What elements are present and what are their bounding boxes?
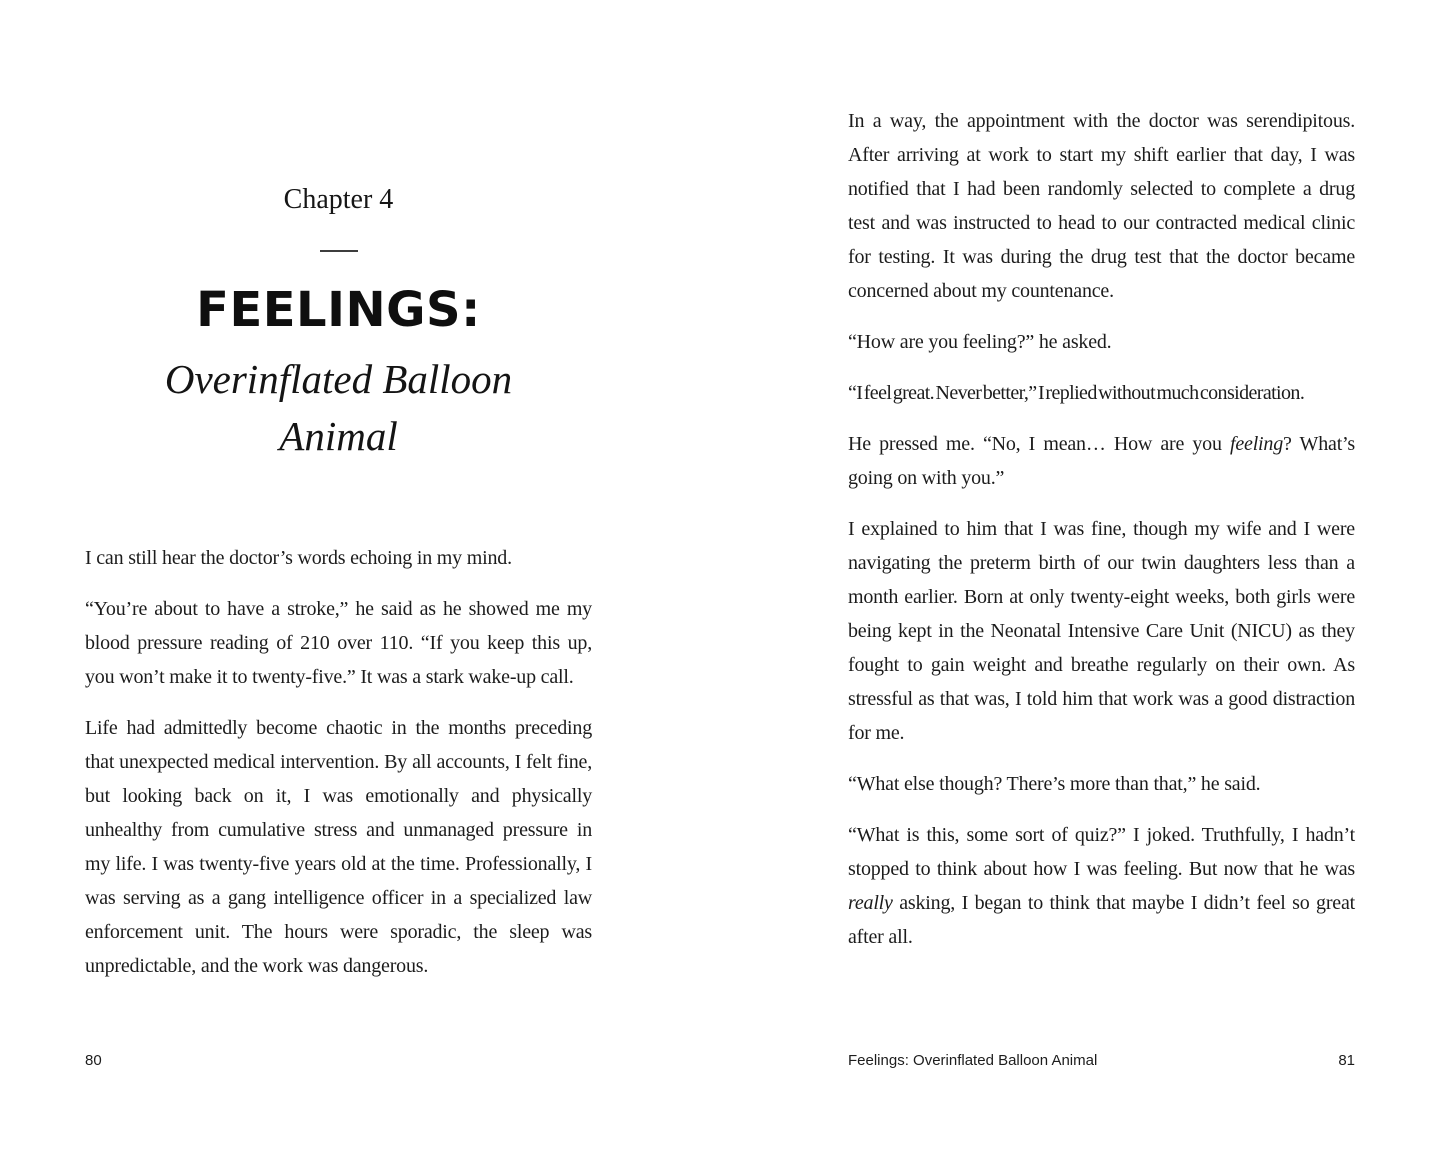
right-page-body (848, 104, 1355, 971)
paragraph (85, 711, 592, 983)
paragraph (848, 427, 1355, 495)
paragraph (85, 592, 592, 694)
text-run: “What is this, some sort of quiz?” I joked. Truthfully, I hadn’t stopped to think about how I was feeling. But now that he was (848, 824, 1355, 880)
italic-text-run: feeling (1229, 433, 1284, 455)
text-run: “What else though? There’s more than that,” he said. (848, 773, 1261, 795)
paragraph (848, 767, 1355, 801)
text-run: Life had admittedly become chaotic in the months preceding that unexpected medical intervention. By all accounts, I felt fine, but looking back on it, I was emotionally and physically unhealthy from cumulative stress and unmanaged pressure in my life. I was twenty-five years old at the time. Professionally, I was serving as a gang intelligence officer in a specialized law enforcement unit. The hours were sporadic, the sleep was unpredictable, and the work was dangerous. (85, 717, 592, 977)
paragraph (848, 325, 1355, 359)
page-number-right: 81 (1338, 1052, 1355, 1069)
chapter-subtitle (85, 351, 592, 465)
paragraph (85, 541, 592, 575)
paragraph (848, 818, 1355, 954)
text-run: “I feel great. Never better,” I replied without much consideration. (848, 382, 1305, 404)
text-run: “How are you feeling?” he asked. (848, 331, 1112, 353)
text-run: I can still hear the doctor’s words echoing in my mind. (85, 547, 512, 569)
right-page (848, 0, 1355, 1152)
italic-text-run: really (848, 892, 893, 914)
text-run: ? What’s going on with you.” (848, 433, 1355, 489)
text-run: I explained to him that I was fine, though my wife and I were navigating the preterm birth of our twin daughters less than a month earlier. Born at only twenty-eight weeks, both girls were being kept in the Neonatal Intensive Care Unit (NICU) as they fought to gain weight and breathe regularly on their own. As stressful as that was, I told him that work was a good distraction for me. (848, 518, 1355, 744)
paragraph (848, 376, 1355, 410)
chapter-label: Chapter 4 (283, 184, 394, 215)
right-page-footer (848, 1052, 1355, 1069)
text-run: asking, I began to think that maybe I didn’t feel so great after all. (848, 892, 1355, 948)
running-footer-title: Feelings: Overinflated Balloon Animal (848, 1052, 1098, 1069)
left-page-footer (85, 1052, 592, 1069)
text-run: He pressed me. “No, I mean… How are you (848, 433, 1230, 455)
chapter-subtitle-line2: Animal (279, 413, 398, 459)
chapter-subtitle-line1: Overinflated Balloon (164, 356, 513, 402)
text-run: In a way, the appointment with the doctor was serendipitous. After arriving at work to start my shift earlier that day, I was notified that I had been randomly selected to complete a drug test and was instructed to head to our contracted medical clinic for testing. It was during the drug test that the doctor became concerned about my countenance. (848, 110, 1355, 302)
left-page-body (85, 541, 592, 1000)
paragraph (848, 512, 1355, 750)
text-run: “You’re about to have a stroke,” he said as he showed me my blood pressure reading of 210 over 110. “If you keep this up, you won’t make it to twenty-five.” It was a stark wake-up call. (85, 598, 592, 688)
chapter-title: FEELINGS: (196, 282, 481, 338)
left-page (85, 0, 592, 1152)
chapter-divider-rule (320, 250, 358, 252)
page-number-left: 80 (85, 1052, 102, 1069)
paragraph (848, 104, 1355, 308)
